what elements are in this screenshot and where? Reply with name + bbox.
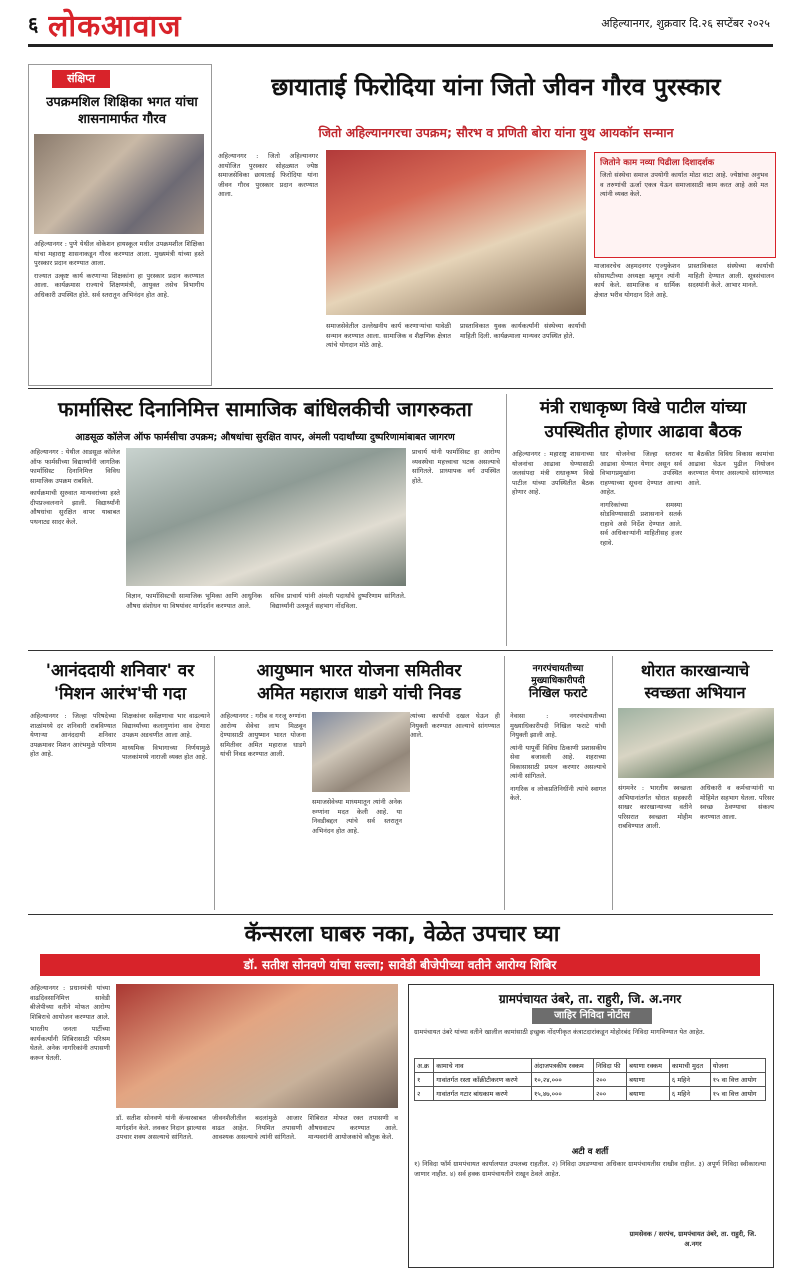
tender-village: ग्रामपंचायत उंबरे, ता. राहुरी, जि. अ.नगर	[498, 992, 682, 1006]
story1-right-col1	[594, 262, 680, 384]
masthead-rule	[28, 44, 773, 47]
story8-col3	[212, 1114, 302, 1266]
story5-headline-line1: आयुष्मान भारत योजना समितीवर	[256, 661, 462, 681]
story8-col4	[308, 1114, 398, 1266]
tender-terms	[414, 1160, 766, 1226]
story2-para: विज्ञान, फार्मासिस्टची सामाजिक भूमिका आणि आधुनिक औषध संशोधन या विषयांवर मार्गदर्शन करण्यात आले.	[126, 592, 262, 610]
story5-col1	[220, 712, 306, 908]
story1-highlight-head: जितोने काम नव्या पिढीला दिशादर्शक	[600, 158, 715, 168]
story8-photo	[116, 984, 398, 1108]
story5-photo	[312, 712, 410, 792]
story5-col2	[312, 798, 402, 908]
tender-col-header: कामाचे नाव	[434, 1059, 532, 1073]
tender-col-header: निविदा फी	[593, 1059, 626, 1073]
tender-cell: बयाणा	[627, 1073, 670, 1087]
story4-col2	[122, 712, 210, 908]
story8-para: शिबिरात मोफत रक्त तपासणी व औषधवाटप करण्यात आले. मान्यवरांनी आयोजकांचे कौतुक केले.	[308, 1114, 398, 1141]
story5-col3	[410, 712, 500, 908]
story4-headline-line2: 'मिशन आरंभ'ची गदा	[53, 684, 187, 704]
tender-terms-head: अटी व शर्ती	[571, 1147, 609, 1157]
masthead-date: अहिल्यानगर, शुक्रवार दि.२६ सप्टेंबर २०२५	[601, 17, 770, 30]
story2-col3	[270, 592, 406, 644]
story7-para: अधिकारी व कर्मचाऱ्यांनी या मोहिमेत सहभाग घेतला. परिसर स्वच्छ ठेवण्याचा संकल्प करण्यात आला.	[700, 784, 774, 821]
story1-para: समाजसेवेतील उल्लेखनीय कार्य करणाऱ्यांचा यावेळी सन्मान करण्यात आला. सामाजिक व शैक्षणिक क्षेत्रात त्यांचे योगदान मोठे आहे.	[326, 322, 451, 349]
story1-col3	[460, 322, 586, 384]
story8-para: जीवनशैलीतील बदलांमुळे आजार वाढत आहेत. नियमित तपासणी आवश्यक असल्याचे त्यांनी सांगितले.	[212, 1114, 302, 1141]
sidebox-para: राज्यात उत्कृष्ट कार्य करणाऱ्या शिक्षकांना हा पुरस्कार प्रदान करण्यात आला. कार्यक्रमास राज्याचे शिक्षणमंत्री, आयुक्त तसेच विभागीय अधिकारी उपस्थित होते. सर्व स्तरातून अभिनंदन होत आहे.	[34, 271, 204, 299]
tender-col-header: बयाणा रक्कम	[627, 1059, 670, 1073]
story6-para: नेवासा : नगरपंचायतीच्या मुख्याधिकारीपदी निखिल फराटे यांची नियुक्ती झाली आहे.	[510, 712, 606, 739]
tender-cell: १५ वा वित्त आयोग	[710, 1073, 765, 1087]
story7-col2	[700, 784, 774, 908]
divider	[28, 914, 773, 915]
story3-para: अहिल्यानगर : महाराष्ट्र शासनाच्या योजनांचा आढावा घेण्यासाठी जलसंपदा मंत्री राधाकृष्ण विखे पाटील यांच्या उपस्थितीत बैठक होणार आहे.	[512, 450, 594, 496]
story4-col1	[30, 712, 116, 908]
story2-para: प्राचार्य यांनी फार्मासिस्ट हा आरोग्य व्यवस्थेचा महत्त्वाचा घटक असल्याचे सांगितले. प्राध्यापक वर्ग उपस्थित होते.	[412, 448, 500, 485]
tender-cell: १५ वा वित्त आयोग	[710, 1087, 765, 1101]
sidebox-photo	[34, 134, 204, 234]
divider	[214, 656, 215, 910]
story2-subhead: आडसूळ कॉलेज ऑफ फार्मसीचा उपक्रम; औषधांचा सुरक्षित वापर, अंमली पदार्थांच्या दुष्परिणामांबाबत जागरण	[75, 432, 455, 443]
story6-body	[510, 712, 606, 908]
story1-subhead: जितो अहिल्यानगरचा उपक्रम; सौरभ व प्रणिती बोरा यांना युथ आयकॉन सन्मान	[318, 125, 674, 140]
tender-col-header: अंदाजपत्रकीय रक्कम	[532, 1059, 594, 1073]
tender-intro-text: ग्रामपंचायत उंबरे यांच्या वतीने खालील कामांसाठी इच्छुक नोंदणीकृत कंत्राटदारांकडून मोहोरबंद निविदा मागविण्यात येत आहेत.	[414, 1028, 705, 1036]
sidebox-body	[34, 240, 204, 380]
story6-headline-line2: मुख्याधिकारीपदी	[531, 676, 585, 686]
story3-para: धार योजनेचा जिल्हा स्तरावर आढावा घेण्यात येणार असून सर्व विभागप्रमुखांना उपस्थित राहण्याच्या सूचना देण्यात आल्या आहेत.	[600, 450, 682, 496]
story2-col2	[126, 592, 262, 644]
story2-col4	[412, 448, 500, 644]
story2-para: कार्यक्रमाची सुरुवात मान्यवरांच्या हस्ते दीपप्रज्वलनाने झाली. विद्यार्थ्यांनी औषधांचा सुरक्षित वापर याबाबत पथनाट्य सादर केले.	[30, 489, 120, 526]
story6-headline	[508, 660, 608, 702]
story1-right-para: माजावरचेच अहमदनगर एज्युकेशन सोसायटीच्या अध्यक्षा म्हणून त्यांनी कार्य केले. सामाजिक व धार्मिक क्षेत्रात भरीव योगदान दिले आहे.	[594, 262, 680, 299]
story3-col3	[688, 450, 774, 644]
story5-para: अहिल्यानगर : गरीब व गरजू रुग्णांना आरोग्य सेवेचा लाभ मिळवून देण्यासाठी आयुष्मान भारत योजना समितीवर अमित महाराज धाडगे यांची निवड करण्यात आली.	[220, 712, 306, 758]
tender-signature	[620, 1230, 766, 1262]
tender-cell: गावांतर्गत गटार बांधकाम करणे	[434, 1087, 532, 1101]
tender-cell: २००	[593, 1073, 626, 1087]
story5-para: त्यांच्या कार्याची दखल घेऊन ही नियुक्ती करण्यात आल्याचे सांगण्यात आले.	[410, 712, 500, 739]
divider	[28, 388, 773, 389]
story7-col1	[618, 784, 692, 908]
story4-headline-line1: 'आनंददायी शनिवार' वर	[45, 661, 195, 681]
story2-col1	[30, 448, 120, 644]
tender-table	[414, 1058, 766, 1101]
tender-row	[415, 1087, 766, 1101]
story2-headline: फार्मासिस्ट दिनानिमित्त सामाजिक बांधिलकीची जागरुकता	[58, 397, 472, 421]
story5-para: समाजसेवेच्या माध्यमातून त्यांनी अनेक रुग्णांना मदत केली आहे. या निवडीबद्दल त्यांचे सर्व स्तरातून अभिनंदन होत आहे.	[312, 798, 402, 835]
story3-col1	[512, 450, 594, 644]
story4-headline	[30, 660, 210, 706]
tender-cell: १०,२४,०००	[532, 1073, 594, 1087]
story7-headline-line1: थोरात कारखान्याचे	[640, 661, 750, 680]
divider	[28, 650, 773, 651]
story1-highlight-body	[600, 171, 768, 253]
story8-para: डॉ. सतीश सोनवणे यांनी कॅन्सरबाबत मार्गदर्शन केले. लवकर निदान झाल्यास उपचार शक्य असल्याचे सांगितले.	[116, 1114, 206, 1141]
story8-col1	[30, 984, 110, 1266]
tender-cell: १	[415, 1073, 434, 1087]
tender-table-wrap	[414, 1058, 766, 1140]
tender-cell: बयाणा	[627, 1087, 670, 1101]
story2-para: अहिल्यानगर : येथील आडसूळ कॉलेज ऑफ फार्मसीच्या विद्यार्थ्यांनी जागतिक फार्मासिस्ट दिनानिमित्त विविध सामाजिक उपक्रम राबविले.	[30, 448, 120, 485]
story1-right-col2	[688, 262, 774, 384]
sidebox-para: अहिल्यानगर : पुणे येथील वोकेशन हायस्कूल मधील उपक्रमशील शिक्षिका यांचा महाराष्ट्र शासनाकडून गौरव करण्यात आला. मुख्यमंत्री यांच्या हस्ते पुरस्कार प्रदान करण्यात आला.	[34, 240, 204, 267]
story8-subhead: डॉ. सतीश सोनवणे यांचा सल्ला; सावेडी बीजेपीच्या वतीने आरोग्य शिबिर	[40, 954, 760, 976]
story8-col2	[116, 1114, 206, 1266]
tender-header-row	[415, 1059, 766, 1073]
tender-cell: गावांतर्गत रस्ता काँक्रीटीकरण करणे	[434, 1073, 532, 1087]
story7-para: संगमनेर : भारतीय स्वच्छता अभियानांतर्गत थोरात सहकारी साखर कारखान्याच्या वतीने परिसरात स्वच्छता मोहीम राबविण्यात आली.	[618, 784, 692, 830]
masthead-logo: लोकआवाज	[48, 9, 182, 44]
tender-terms-text: १) निविदा फॉर्म ग्रामपंचायत कार्यालयात उपलब्ध राहतील. २) निविदा उघडण्याचा अधिकार ग्रामपंचायतीस राखीव राहील. ३) अपूर्ण निविदा स्वीकारल्या जाणार नाहीत. ४) सर्व हक्क ग्रामपंचायतीने राखून ठेवले आहेत.	[414, 1160, 766, 1178]
tender-signature-text: ग्रामसेवक / सरपंच, ग्रामपंचायत उंबरे, ता. राहुरी, जि. अ.नगर	[629, 1230, 757, 1248]
story1-highlight-text: जितो संस्थेचा समाज उपयोगी कार्यात मोठा वाटा आहे. ज्येष्ठांचा अनुभव व तरुणांची ऊर्जा एकत्र येऊन समाजासाठी काम करत आहे असे मत त्यांनी व्यक्त केले.	[600, 171, 768, 198]
tender-col-header: कामाची मुदत	[669, 1059, 710, 1073]
story1-right-para: प्रास्ताविकात संस्थेच्या कार्याची माहिती देण्यात आली. सूत्रसंचालन सदस्यांनी केले. आभार मानले.	[688, 262, 774, 289]
divider	[612, 656, 613, 910]
story6-para: त्यांनी यापूर्वी विविध ठिकाणी प्रशासकीय सेवा बजावली आहे. शहराच्या विकासासाठी प्रयत्न करणार असल्याचे त्यांनी सांगितले.	[510, 743, 606, 780]
story8-para: अहिल्यानगर : प्रधानमंत्री यांच्या वाढदिवसानिमित्त सावेडी बीजेपीच्या वतीने मोफत आरोग्य शिबिराचे आयोजन करण्यात आले.	[30, 984, 110, 1021]
story3-headline: मंत्री राधाकृष्ण विखे पाटील यांच्या उपस्थितीत होणार आढावा बैठक	[539, 398, 747, 442]
story2-photo	[126, 448, 406, 586]
story2-para: सचिव प्राचार्य यांनी अंमली पदार्थांचे दुष्परिणाम सांगितले. विद्यार्थ्यांनी उत्स्फूर्त सहभाग नोंदविला.	[270, 592, 406, 610]
sidebox-tag: संक्षिप्त	[52, 70, 110, 88]
sidebox-headline: उपक्रमशिल शिक्षिका भगत यांचा शासनामार्फत गौरव	[46, 95, 198, 127]
story4-para: माध्यमिक विभागाच्या निर्णयामुळे पालकांमध्ये नाराजी व्यक्त होत आहे.	[122, 743, 210, 761]
divider	[504, 656, 505, 910]
story7-headline	[616, 660, 774, 704]
tender-intro	[414, 1028, 766, 1056]
page-number: ६	[28, 12, 39, 36]
story4-para: अहिल्यानगर : जिल्हा परिषदेच्या शाळांमध्ये दर शनिवारी राबविण्यात येणाऱ्या आनंददायी शनिवार उपक्रमावर मिशन आरंभमुळे परिणाम होत आहे.	[30, 712, 116, 758]
story7-headline-line2: स्वच्छता अभियान	[644, 683, 746, 702]
tender-cell: १५,४७,०००	[532, 1087, 594, 1101]
tender-cell: २	[415, 1087, 434, 1101]
story4-para: शिक्षकांवर सर्वेक्षणाचा भार वाढल्याने विद्यार्थ्यांच्या कलागुणांना वाव देणारा उपक्रम अडचणीत आला आहे.	[122, 712, 210, 739]
tender-col-header: अ.क्र	[415, 1059, 434, 1073]
tender-title: जाहिर निविदा नोटीस	[532, 1008, 652, 1024]
tender-cell: ६ महिने	[669, 1073, 710, 1087]
story6-headline-line1: नगरपंचायतीच्या	[532, 664, 584, 674]
story1-para: अहिल्यानगर : जितो अहिल्यानगर आयोजित पुरस्कार सोहळ्यात ज्येष्ठ समाजसेविका छायाताई फिरोदिया यांना जीवन गौरव पुरस्कार प्रदान करण्यात आला.	[218, 152, 318, 198]
story1-para: प्रास्ताविकात युवक कार्यकर्त्यांनी संस्थेच्या कार्याची माहिती दिली. कार्यक्रमाला मान्यवर उपस्थित होते.	[460, 322, 586, 340]
tender-cell: ६ महिने	[669, 1087, 710, 1101]
story7-photo	[618, 708, 774, 778]
tender-col-header: योजना	[710, 1059, 765, 1073]
story3-para: नागरिकांच्या समस्या सोडविण्यासाठी प्रशासनाने सतर्क राहावे असे निर्देश देण्यात आले. सर्व अधिकाऱ्यांनी माहितीसह हजर रहावे.	[600, 500, 682, 547]
story1-photo	[326, 150, 586, 315]
story8-para: भारतीय जनता पार्टीच्या कार्यकर्त्यांनी शिबिरासाठी परिश्रम घेतले. अनेक नागरिकांनी तपासणी करून घेतली.	[30, 1025, 110, 1062]
story1-col2	[326, 322, 451, 384]
tender-cell: २००	[593, 1087, 626, 1101]
story3-col2	[600, 450, 682, 644]
story3-para: या बैठकीत विविध विकास कामांचा आढावा घेऊन पुढील नियोजन करण्यात येणार असल्याचे सांगण्यात आले.	[688, 450, 774, 487]
story1-headline: छायाताई फिरोदिया यांना जितो जीवन गौरव पुरस्कार	[271, 73, 721, 101]
story6-para: नागरिक व लोकप्रतिनिधींनी त्यांचे स्वागत केले.	[510, 784, 606, 802]
tender-row	[415, 1073, 766, 1087]
story5-headline-line2: अमित महाराज धाडगे यांची निवड	[257, 684, 461, 704]
story6-headline-line3: निखिल फराटे	[528, 686, 588, 700]
story1-col1	[218, 152, 318, 384]
story5-headline	[218, 660, 500, 706]
divider	[506, 394, 507, 646]
story8-headline: कॅन्सरला घाबरु नका, वेळेत उपचार घ्या	[244, 922, 560, 947]
